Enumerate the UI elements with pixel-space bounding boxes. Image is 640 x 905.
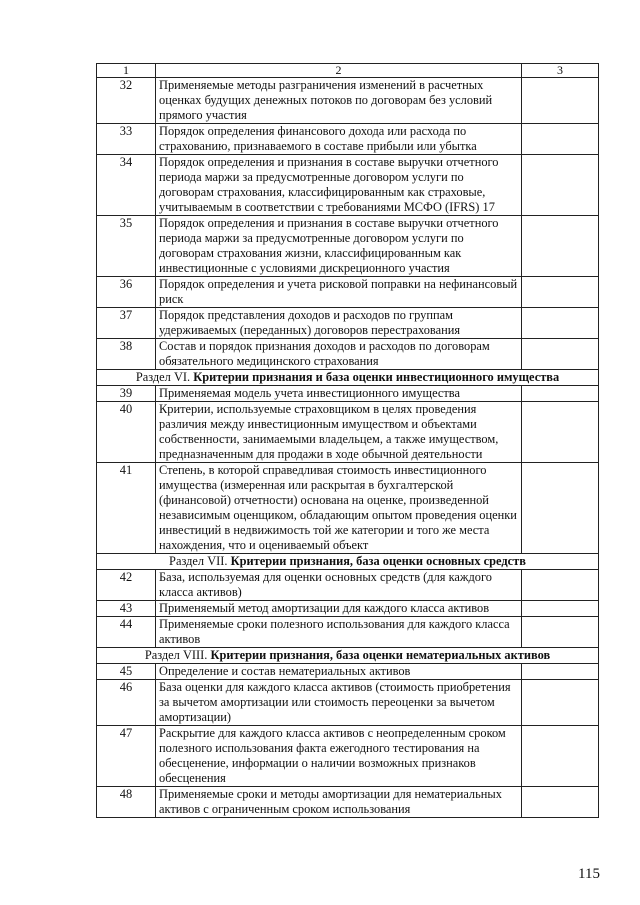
table-row — [97, 463, 599, 554]
table-row — [97, 78, 599, 124]
item-number: 47 — [97, 726, 156, 787]
item-number: 34 — [97, 155, 156, 216]
item-number: 43 — [97, 601, 156, 617]
table-body — [97, 64, 599, 818]
item-value-cell — [522, 402, 599, 463]
item-number: 33 — [97, 124, 156, 155]
item-value-cell — [522, 787, 599, 818]
item-number: 46 — [97, 680, 156, 726]
item-value-cell — [522, 726, 599, 787]
section-title: Критерии признания и база оценки инвестиционного имущества — [193, 370, 560, 384]
section-heading — [97, 554, 599, 570]
table-row — [97, 570, 599, 601]
table-row — [97, 787, 599, 818]
item-text: Порядок определения и признания в составе выручки отчетного периода маржи за предусмотренные договором услуги по договорам страхования жизни, классифицированным как инвестиционные с условиями дискреционного участия — [156, 216, 522, 277]
accounting-policy-table — [96, 63, 599, 818]
table-row — [97, 277, 599, 308]
item-value-cell — [522, 78, 599, 124]
item-number: 38 — [97, 339, 156, 370]
table-row — [97, 617, 599, 648]
table-row — [97, 664, 599, 680]
item-text: Порядок определения финансового дохода или расхода по страхованию, признаваемого в составе прибыли или убытка — [156, 124, 522, 155]
section-heading — [97, 370, 599, 386]
item-value-cell — [522, 463, 599, 554]
header-col-3: 3 — [522, 64, 599, 78]
item-text: Применяемая модель учета инвестиционного имущества — [156, 386, 522, 402]
section-prefix: Раздел VI. — [135, 370, 194, 384]
table-row — [97, 339, 599, 370]
item-text: Применяемые методы разграничения изменений в расчетных оценках будущих денежных потоков по договорам без условий прямого участия — [156, 78, 522, 124]
header-col-1: 1 — [97, 64, 156, 78]
item-text: Применяемые сроки полезного использования для каждого класса активов — [156, 617, 522, 648]
section-heading-row — [97, 554, 599, 570]
item-value-cell — [522, 155, 599, 216]
item-number: 42 — [97, 570, 156, 601]
item-value-cell — [522, 308, 599, 339]
table-row — [97, 601, 599, 617]
item-text: Определение и состав нематериальных активов — [156, 664, 522, 680]
table-row — [97, 308, 599, 339]
page-number: 115 — [578, 866, 600, 882]
item-number: 32 — [97, 78, 156, 124]
item-number: 39 — [97, 386, 156, 402]
item-value-cell — [522, 216, 599, 277]
item-text: Критерии, используемые страховщиком в целях проведения различия между инвестиционным имуществом и объектами собственности, занимаемыми владельцем, а также имуществом, предназначенным для продажи в ходе обычной деятельности — [156, 402, 522, 463]
section-prefix: Раздел VIII. — [144, 648, 211, 662]
item-text: Порядок определения и учета рисковой поправки на нефинансовый риск — [156, 277, 522, 308]
item-number: 40 — [97, 402, 156, 463]
item-text: Порядок представления доходов и расходов по группам удерживаемых (переданных) договоров перестрахования — [156, 308, 522, 339]
table-row — [97, 155, 599, 216]
item-value-cell — [522, 570, 599, 601]
item-text: База, используемая для оценки основных средств (для каждого класса активов) — [156, 570, 522, 601]
section-title: Критерии признания, база оценки нематериальных активов — [210, 648, 551, 662]
section-heading-row — [97, 648, 599, 664]
table-row — [97, 402, 599, 463]
item-value-cell — [522, 664, 599, 680]
item-text: Применяемый метод амортизации для каждого класса активов — [156, 601, 522, 617]
table-row — [97, 680, 599, 726]
table-row — [97, 124, 599, 155]
item-value-cell — [522, 386, 599, 402]
item-value-cell — [522, 680, 599, 726]
table-row — [97, 386, 599, 402]
table-row — [97, 216, 599, 277]
item-number: 37 — [97, 308, 156, 339]
item-text: Состав и порядок признания доходов и расходов по договорам обязательного медицинского страхования — [156, 339, 522, 370]
item-number: 44 — [97, 617, 156, 648]
item-value-cell — [522, 124, 599, 155]
item-text: Применяемые сроки и методы амортизации для нематериальных активов с ограниченным сроком использования — [156, 787, 522, 818]
section-title: Критерии признания, база оценки основных средств — [230, 554, 526, 568]
item-text: Степень, в которой справедливая стоимость инвестиционного имущества (измеренная или раскрытая в бухгалтерской (финансовой) отчетности) основана на оценке, произведенной независимым оценщиком, обладающим опытом проведения оценки инвестиций в недвижимость той же категории и того же места нахождения, что и оцениваемый объект — [156, 463, 522, 554]
item-number: 41 — [97, 463, 156, 554]
item-value-cell — [522, 617, 599, 648]
item-value-cell — [522, 601, 599, 617]
item-value-cell — [522, 277, 599, 308]
header-col-2: 2 — [156, 64, 522, 78]
item-number: 45 — [97, 664, 156, 680]
item-text: Порядок определения и признания в составе выручки отчетного периода маржи за предусмотренные договором услуги по договорам страхования, классифицированным как страховые, учитываемым в соответствии с требованиями МСФО (IFRS) 17 — [156, 155, 522, 216]
section-heading — [97, 648, 599, 664]
item-number: 35 — [97, 216, 156, 277]
item-text: База оценки для каждого класса активов (стоимость приобретения за вычетом амортизации или стоимость переоценки за вычетом амортизации) — [156, 680, 522, 726]
section-heading-row — [97, 370, 599, 386]
table-row — [97, 726, 599, 787]
item-number: 36 — [97, 277, 156, 308]
item-text: Раскрытие для каждого класса активов с неопределенным сроком полезного использования факта ежегодного тестирования на обесценение, информации о наличии возможных признаков обесценения — [156, 726, 522, 787]
section-prefix: Раздел VII. — [169, 554, 231, 568]
table-header-row — [97, 64, 599, 78]
item-value-cell — [522, 339, 599, 370]
item-number: 48 — [97, 787, 156, 818]
